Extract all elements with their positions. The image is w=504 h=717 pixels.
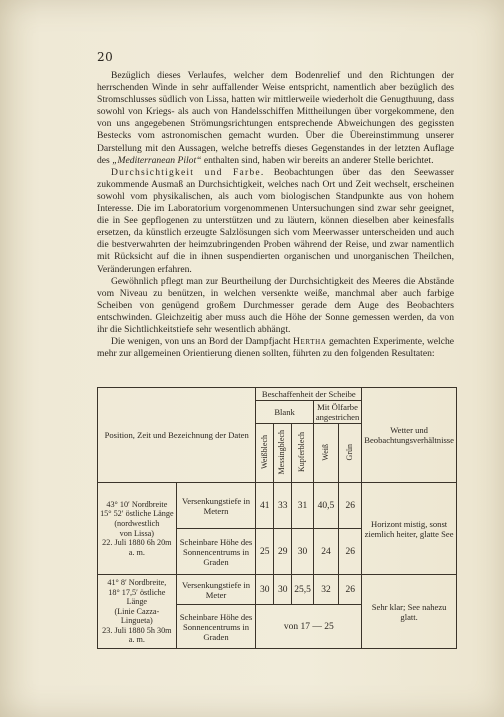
value-cell: 24 (313, 529, 338, 575)
header-oil-paint: Mit Ölfarbe angestrichen (313, 401, 361, 424)
position-cell: 43° 10′ Nordbreite 15° 52′ östliche Länge (nordwestlich von Lissa) 22. Juli 1880 6h 20m a. m. (98, 483, 177, 575)
value-cell: 26 (339, 483, 362, 529)
value-cell: 30 (274, 575, 292, 605)
header-disc-type: Beschaffenheit der Scheibe (256, 388, 362, 401)
value-cell: 26 (339, 575, 362, 605)
value-cell: 33 (274, 483, 292, 529)
row-label-sun-height: Scheinbare Höhe des Sonnencentrums in Graden (176, 605, 256, 649)
row-label-sun-height: Scheinbare Höhe des Sonnencentrums in Graden (176, 529, 256, 575)
body-text (97, 70, 454, 360)
header-blank: Blank (256, 401, 313, 424)
value-cell: 30 (256, 575, 274, 605)
value-cell: 26 (339, 529, 362, 575)
text-segment: Gewöhnlich pflegt man zur Beurtheilung der Durchsichtigkeit des Meeres die Abstände vom Niveau zu benützen, in welchen versenkte weiße, manchmal aber auch farbige Scheiben von genügend großem Durchmesser gerade dem Auge des Beobachters entschwinden. Gleichzeitig aber muss auch die Höhe der Sonne gemessen werden, da von ihr die Sichtlichkeitstiefe sehr wesentlich abhängt. (97, 275, 454, 335)
ship-name: Hertha (293, 336, 327, 348)
section-heading: Durchsichtigkeit und Farbe. (111, 166, 265, 178)
page-number: 20 (97, 50, 114, 64)
value-cell: 29 (274, 529, 292, 575)
weather-cell: Sehr klar; See nahezu glatt. (362, 575, 457, 649)
header-weather: Wetter und Beobachtungsverhältnisse (362, 388, 457, 483)
header-white: Weiß (313, 424, 338, 483)
text-segment: Beobachtungen über das den Seewasser zukommende Ausmaß an Durchsichtigkeit, welches nach Ort und Zeit wechselt, erscheinen sowohl vom physikalischen, als auch vom biologischen Standpunkte aus von hohem Interesse. Die im Laboratorium vorgenommenen Untersuchungen sind zwar sehr geeignet, die in See gepflogenen zu unterstützen und zu läutern, können dieselben aber keinesfalls ersetzen, da künstlich erzeugte Salzlösungen sich vom Meerwasser unterscheiden und auch die bestverwahrten der heimzubringenden Proben während der Reise, und zwar namentlich mit Rücksicht auf die in ihnen suspendierten organischen und unorganischen Theilchen, Veränderungen erfahren. (97, 166, 454, 275)
paragraph-method (97, 276, 454, 336)
header-brass: Messingblech (274, 424, 292, 483)
paragraph-current-direction (97, 70, 454, 167)
text-segment: Die wenigen, von uns an Bord der Dampfjacht (111, 336, 294, 348)
text-segment: enthalten sind, haben wir bereits an anderer Stelle berichtet. (201, 154, 434, 166)
paragraph-transparency (97, 167, 454, 276)
value-cell: 25 (256, 529, 274, 575)
text-segment: gemachten Experimente, welche mehr zur allgemeinen Orientierung dienen sollten, führten zu den folgenden Resultaten: (97, 336, 455, 360)
header-copper: Kupferblech (292, 424, 314, 483)
value-cell: 31 (292, 483, 314, 529)
value-cell-merged: von 17 — 25 (256, 605, 362, 649)
row-label-depth: Versenkungstiefe in Meter (176, 575, 256, 605)
value-cell: 25,5 (292, 575, 314, 605)
value-cell: 30 (292, 529, 314, 575)
value-cell: 40,5 (313, 483, 338, 529)
header-tinplate: Weißblech (256, 424, 274, 483)
position-cell: 41° 8′ Nordbreite, 18° 17,5′ östliche Länge (Linie Cazza-Lingueta) 23. Juli 1880 5h 30m a. m. (98, 575, 177, 649)
paragraph-experiments (97, 336, 454, 360)
value-cell: 32 (313, 575, 338, 605)
text-segment: Bezüglich dieses Verlaufes, welcher dem Bodenrelief und den Richtungen der herrschenden Winde in sehr auffallender Weise entspricht, namentlich aber bezüglich des Stromschlusses südlich von Lissa, hatten wir mittlerweile wiederholt die Genugthuung, dass sowohl von Kriegs- als auch von Handelsschiffen Mittheilungen über vorgekommene, den von uns angegebenen Strömungsrichtungen entsprechende Abweichungen des gegissten Bestecks vom astronomischen gemacht wurden. Über die Übereinstimmung unserer Darstellung mit den Aussagen, welche betreffs dieses Gegenstandes in der letzten Auflage des (97, 70, 454, 166)
italic-title: „Mediterranean Pilot“ (112, 154, 202, 166)
row-label-depth: Versenkungstiefe in Metern (176, 483, 256, 529)
header-position: Position, Zeit und Bezeichnung der Daten (98, 388, 256, 483)
weather-cell: Horizont mistig, sonst ziemlich heiter, glatte See (362, 483, 457, 575)
results-table (97, 387, 457, 649)
value-cell: 41 (256, 483, 274, 529)
header-green: Grün (339, 424, 362, 483)
